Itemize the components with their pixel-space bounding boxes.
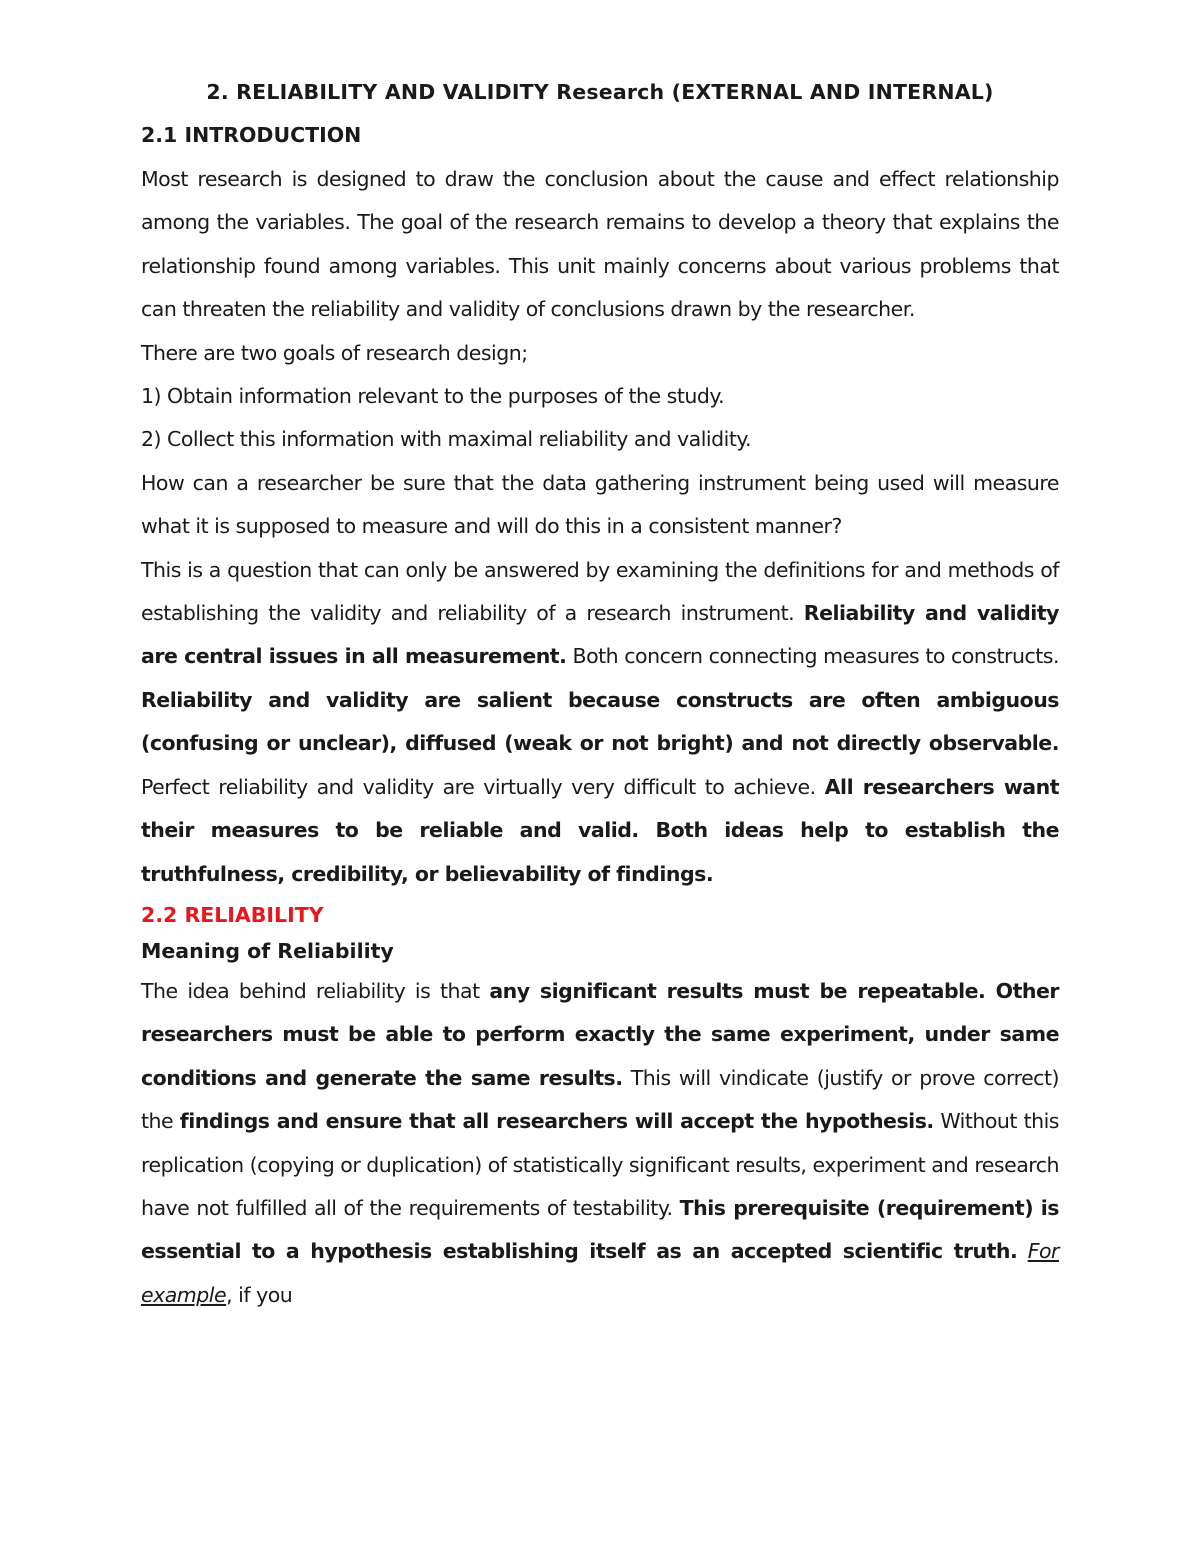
document-page <box>141 78 1059 1317</box>
text-run: This will vindicate (justify or prove correct) the <box>141 1065 1059 1134</box>
bold-run: findings and ensure that all researchers will accept the hypothesis. <box>179 1109 934 1134</box>
text-run: The idea behind reliability is that <box>141 978 480 1003</box>
text-run: Both concern connecting measures to constructs. <box>572 644 1059 669</box>
subheading-meaning-of-reliability: Meaning of Reliability <box>141 938 394 963</box>
goal-item-2: 2) Collect this information with maximal reliability and validity. <box>141 427 752 452</box>
question-paragraph: How can a researcher be sure that the data gathering instrument being used will measure what it is supposed to measure and will do this in a consistent manner? <box>141 470 1059 539</box>
intro-paragraph: Most research is designed to draw the conclusion about the cause and effect relationship among the variables. The goal of the research remains to develop a theory that explains the relationship found among variables. This unit mainly concerns about various problems that can threaten the reliability and validity of conclusions drawn by the researcher. <box>141 167 1059 322</box>
bold-run: This prerequisite (requirement) is essential to a hypothesis establishing itself as an accepted scientific truth. <box>141 1195 1060 1264</box>
reliability-paragraph <box>141 970 1059 1317</box>
text-run: Without this replication (copying or duplication) of statistically significant results, experiment and research have not fulfilled all of the requirements of testability. <box>141 1109 1059 1220</box>
bold-run: any significant results must be repeatable. Other researchers must be able to perform exactly the same experiment, under same conditions and generate the same results. <box>141 978 1059 1090</box>
text-run: This is a question that can only be answered by examining the definitions for and methods of establishing the validity and reliability of a research instrument. <box>141 557 1059 626</box>
section-heading-reliability: 2.2 RELIABILITY <box>141 902 324 927</box>
goal-item-1: 1) Obtain information relevant to the purposes of the study. <box>141 384 725 409</box>
document-title: 2. RELIABILITY AND VALIDITY Research (EXTERNAL AND INTERNAL) <box>206 80 994 104</box>
text-run: Perfect reliability and validity are virtually very difficult to achieve. <box>141 774 816 799</box>
reliability-validity-paragraph <box>141 549 1059 896</box>
section-heading-introduction: 2.1 INTRODUCTION <box>141 123 362 147</box>
text-run: , if you <box>226 1282 293 1307</box>
example-underlined-run: For example <box>141 1239 1059 1307</box>
bold-run: Reliability and validity are central issues in all measurement. <box>141 601 1059 669</box>
bold-run: Reliability and validity are salient because constructs are often ambiguous (confusing or unclear), diffused (weak or not bright) and not directly observable. <box>141 687 1059 756</box>
bold-run: All researchers want their measures to be reliable and valid. Both ideas help to establish the truthfulness, credibility, or believability of findings. <box>141 774 1059 886</box>
goals-intro: There are two goals of research design; <box>141 340 528 365</box>
